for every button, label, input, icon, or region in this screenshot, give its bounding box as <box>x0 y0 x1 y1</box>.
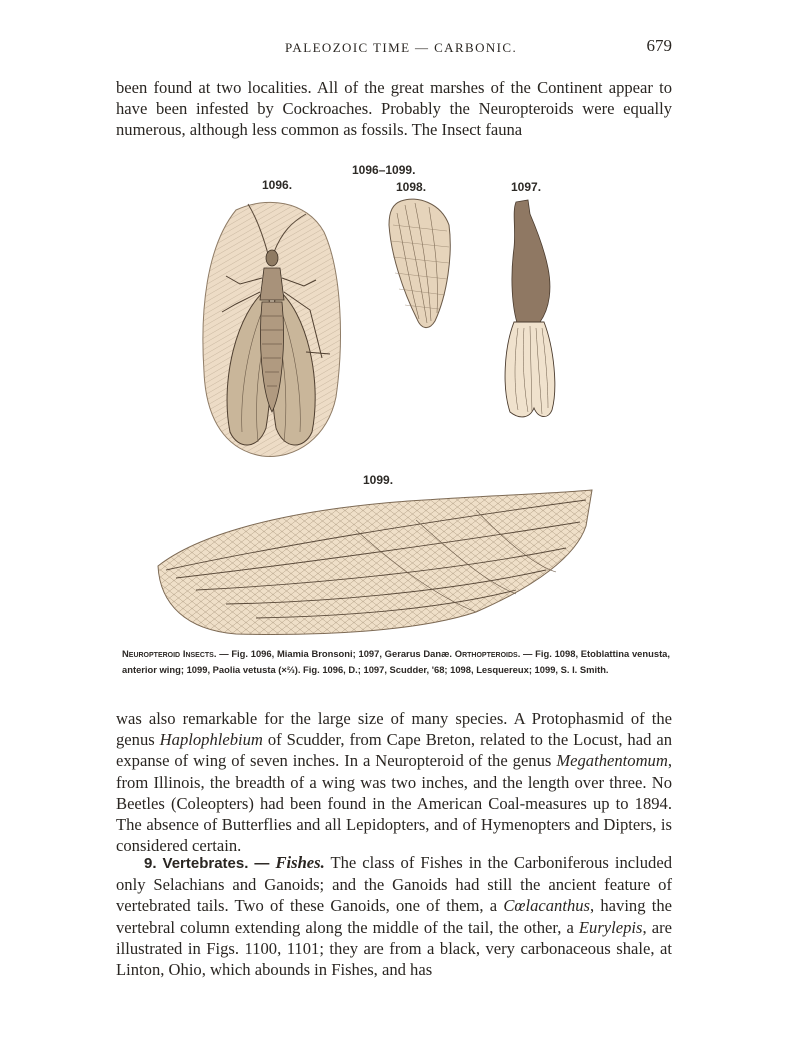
text-run: , from Illinois, the breadth of a wing was two inches, and the length over three. No Beetles (Coleopters) had been found in the American Coal-measures up to 1894. The absence of Butterflies and all Lepidopters, and of Hymenopters and Dipters, is considered certain. <box>116 751 672 856</box>
middle-paragraph <box>116 708 672 856</box>
figure-label-1096: 1096. <box>262 178 293 192</box>
fossil-wing-1098-image <box>385 195 455 331</box>
figure-label-1097: 1097. <box>511 180 542 194</box>
caption-neuropteroid-heading: Neuropteroid Insects. <box>122 648 217 659</box>
caption-neuropteroid-text: — Fig. 1096, Miamia Bronsoni; 1097, Gerarus Danæ. <box>216 648 455 659</box>
figure-label-1099: 1099. <box>363 473 394 487</box>
fossil-insect-1097-image <box>500 198 560 420</box>
text-run: The class of Fishes in the Carboniferous included only Selachians and Ganoids; and the Ganoids had still the ancient feature of vertebrated tails. Two of these Ganoids, one of them, a <box>116 853 672 916</box>
running-head: PALEOZOIC TIME — CARBONIC. <box>285 40 518 55</box>
vertebrates-paragraph <box>116 852 672 980</box>
caption-orthopteroid-heading: Orthopteroids. <box>454 648 521 659</box>
caption-orthopteroid-text: — Fig. 1098, Etoblattina venusta, anterior wing; 1099, Paolia vetusta (×⅔). Fig. 1096, D.; 1097, Scudder, '68; 1098, Lesquereux; 1099, S. I. Smith. <box>122 648 671 675</box>
section-subheading: Fishes. <box>275 853 325 872</box>
text-run: of Scudder, from Cape Breton, related to the Locust, had an expanse of wing of seven inches. In a Neuropteroid of the genus <box>116 730 672 771</box>
page-number: 679 <box>646 36 672 55</box>
genus-name: Cœlacanthus <box>503 896 590 916</box>
text-run: , having the vertebral column extending along the middle of the tail, the other, a <box>116 896 673 937</box>
genus-name: Haplophlebium <box>159 730 263 750</box>
text-run: was also remarkable for the large size of many species. A Protophasmid of the genus <box>116 709 672 750</box>
text-run: , are illustrated in Figs. 1100, 1101; they are from a black, very carbonaceous shale, at Linton, Ohio, which abounds in Fishes, and has <box>116 917 672 980</box>
fossil-wing-1099-image <box>156 486 598 640</box>
section-heading: 9. Vertebrates. — <box>144 855 270 872</box>
genus-name: Eurylepis <box>578 917 643 937</box>
genus-name: Megathentomum <box>556 751 668 771</box>
figure-caption <box>122 646 670 678</box>
figure-group-label: 1096–1099. <box>352 163 416 177</box>
top-paragraph: been found at two localities. All of the great marshes of the Continent appear to have been infested by Cockroaches. Probably the Neuropteroids were equally numerous, although less common as fossils. The Insect fauna <box>116 78 672 140</box>
figure-label-1098: 1098. <box>396 180 427 194</box>
fossil-insect-1096-image <box>196 192 346 462</box>
